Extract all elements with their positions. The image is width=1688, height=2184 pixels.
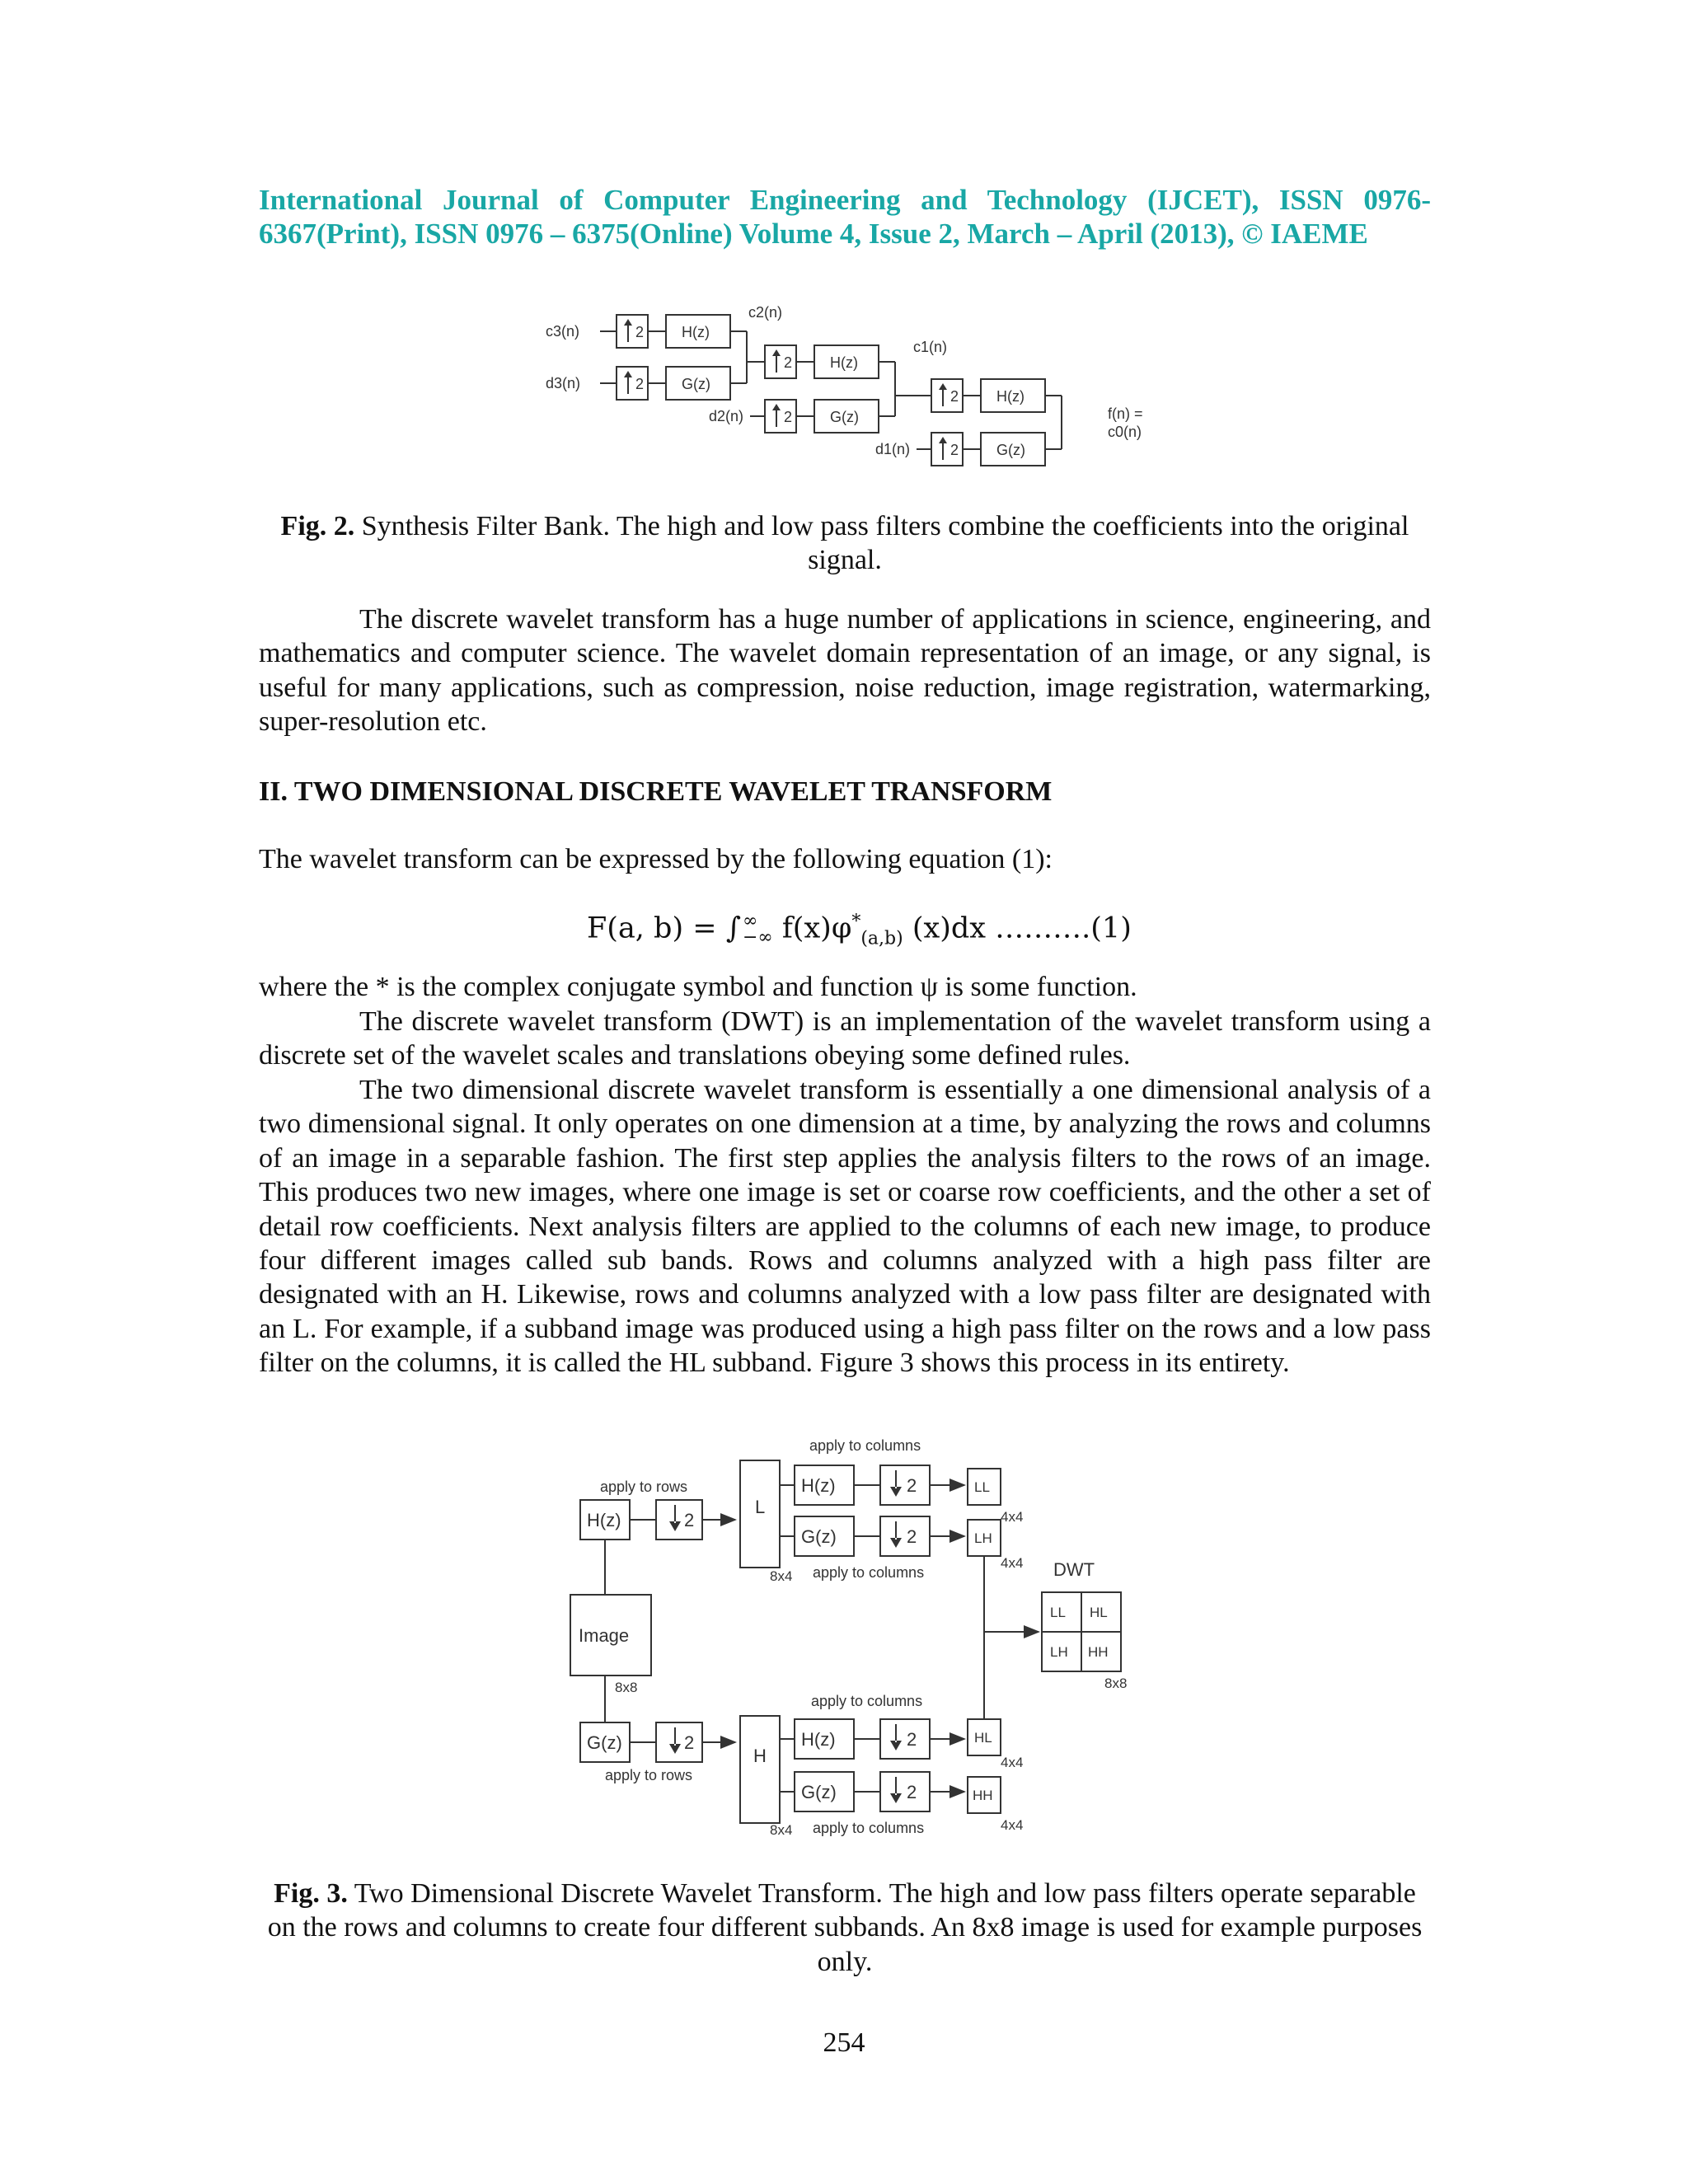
size-label: 4x4 bbox=[1001, 1755, 1024, 1770]
journal-header: International Journal of Computer Engineering and Technology (IJCET), ISSN 0976-6367(Print), ISSN 0976 – 6375(Online) Volume 4, Issue 2, March – April (2013), © IAEME bbox=[259, 184, 1431, 250]
size-label: 4x4 bbox=[1001, 1555, 1024, 1571]
filter-g: G(z) bbox=[996, 442, 1025, 458]
label-apply-to-columns: apply to columns bbox=[813, 1564, 925, 1581]
paragraph-conjugate: where the * is the complex conjugate symbol and function ψ is some function. bbox=[259, 972, 1137, 1002]
subband-lh: LH bbox=[974, 1530, 992, 1546]
filter-h: H(z) bbox=[801, 1729, 836, 1750]
equation-upper-limit: ∞ bbox=[742, 911, 758, 932]
filter-h: H(z) bbox=[801, 1475, 836, 1496]
paragraph-2d-dwt: The two dimensional discrete wavelet transform is essentially a one dimensional analysis of a two dimensional signal. It only operates on one dimension at a time, by analyzing the rows and columns of an image in a separable fashion. The first step applies the analysis filters to the rows of an image. This produces two new images, where one image is set or coarse row coefficients, and the other a set of detail row coefficients. Next analysis filters are applied to the columns of each new image, to produce four different images called sub bands. Rows and columns analyzed with a high pass filter are designated with an H. Likewise, rows and columns analyzed with a low pass filter are designated with an L. For example, if a subband image was produced using a high pass filter on the rows and a low pass filter on the columns, it is called the HL subband. Figure 3 shows this process in its entirety. bbox=[259, 1075, 1431, 1379]
filter-g: G(z) bbox=[830, 409, 859, 425]
downsample-factor: 2 bbox=[907, 1475, 917, 1496]
upsample-factor: 2 bbox=[950, 388, 959, 405]
section-heading: II. TWO DIMENSIONAL DISCRETE WAVELET TRANSFORM bbox=[259, 776, 1053, 807]
label-c3: c3(n) bbox=[546, 323, 580, 340]
figure-2-diagram bbox=[544, 293, 1162, 503]
paragraph-applications: The discrete wavelet transform has a huge number of applications in science, engineering, and mathematics and computer science. The wavelet domain representation of an image, or any signal, is useful for many applications, such as compression, noise reduction, image registration, watermarking, super-resolution etc. bbox=[259, 604, 1431, 738]
equation-star: * bbox=[851, 912, 861, 932]
downsample-factor: 2 bbox=[684, 1732, 695, 1753]
figure-2-caption-text: Synthesis Filter Bank. The high and low pass filters combine the coefficients into the original signal. bbox=[361, 511, 1409, 576]
size-label: 4x4 bbox=[1001, 1509, 1024, 1525]
size-label: 8x8 bbox=[615, 1680, 638, 1695]
figure-2-caption bbox=[259, 509, 1431, 578]
figure-2-synthesis-filter-bank bbox=[544, 293, 1162, 503]
input-image: Image bbox=[579, 1625, 630, 1646]
downsample-factor: 2 bbox=[907, 1526, 917, 1547]
downsample-factor: 2 bbox=[684, 1510, 695, 1530]
equation-lower-limit: −∞ bbox=[742, 927, 773, 949]
upsample-factor: 2 bbox=[635, 324, 645, 340]
filter-g: G(z) bbox=[587, 1732, 622, 1753]
filter-h: H(z) bbox=[682, 324, 710, 340]
filter-g: G(z) bbox=[801, 1782, 837, 1802]
figure-3-2d-dwt bbox=[560, 1426, 1154, 1838]
figure-2-label: Fig. 2. bbox=[280, 511, 355, 541]
upsample-factor: 2 bbox=[635, 376, 645, 392]
upsample-factor: 2 bbox=[784, 354, 793, 371]
figure-3-caption-text: Two Dimensional Discrete Wavelet Transform. The high and low pass filters operate separable on the rows and columns to create four different subbands. An 8x8 image is used for example purposes only. bbox=[267, 1878, 1423, 1977]
dwt-cell-hl: HL bbox=[1090, 1605, 1108, 1620]
label-d2: d2(n) bbox=[709, 408, 744, 424]
label-c0: c0(n) bbox=[1108, 424, 1142, 440]
subband-ll: LL bbox=[974, 1479, 990, 1495]
downsample-factor: 2 bbox=[907, 1729, 917, 1750]
label-d1: d1(n) bbox=[875, 441, 911, 457]
page-number: 254 bbox=[823, 2027, 865, 2058]
label-apply-to-columns: apply to columns bbox=[809, 1437, 921, 1454]
size-label: 8x8 bbox=[1104, 1675, 1128, 1691]
dwt-label: DWT bbox=[1053, 1559, 1095, 1580]
label-apply-to-rows: apply to rows bbox=[605, 1767, 693, 1783]
filter-h: H(z) bbox=[830, 354, 858, 371]
row-lowpass-image: L bbox=[755, 1497, 766, 1517]
label-apply-to-columns: apply to columns bbox=[811, 1693, 923, 1709]
dwt-cell-hh: HH bbox=[1088, 1644, 1109, 1660]
filter-g: G(z) bbox=[682, 376, 710, 392]
filter-g: G(z) bbox=[801, 1526, 837, 1547]
equation-1 bbox=[587, 904, 1132, 958]
filter-h: H(z) bbox=[587, 1510, 621, 1530]
equation-subscript: (a,b) bbox=[860, 928, 903, 949]
label-c1: c1(n) bbox=[913, 339, 948, 355]
figure-3-label: Fig. 3. bbox=[274, 1878, 348, 1909]
dwt-cell-lh: LH bbox=[1050, 1644, 1068, 1660]
equation-lhs: F(a, b) = ∫ bbox=[587, 912, 741, 945]
label-d3: d3(n) bbox=[546, 375, 581, 391]
upsample-factor: 2 bbox=[950, 442, 959, 458]
size-label: 4x4 bbox=[1001, 1817, 1024, 1833]
subband-hl: HL bbox=[974, 1730, 992, 1746]
label-output: f(n) = bbox=[1108, 405, 1143, 422]
figure-3-caption bbox=[259, 1877, 1431, 1979]
equation-body: f(x)φ bbox=[772, 912, 852, 945]
downsample-factor: 2 bbox=[907, 1782, 917, 1802]
label-apply-to-rows: apply to rows bbox=[600, 1479, 688, 1495]
size-label: 8x4 bbox=[770, 1822, 793, 1838]
row-highpass-image: H bbox=[753, 1746, 767, 1766]
label-apply-to-columns: apply to columns bbox=[813, 1820, 925, 1836]
paragraph-equation-intro: The wavelet transform can be expressed by the following equation (1): bbox=[259, 844, 1053, 874]
label-c2: c2(n) bbox=[748, 304, 783, 321]
subband-hh: HH bbox=[973, 1788, 993, 1803]
filter-h: H(z) bbox=[996, 388, 1025, 405]
size-label: 8x4 bbox=[770, 1568, 793, 1584]
paragraph-dwt: The discrete wavelet transform (DWT) is an implementation of the wavelet transform using a discrete set of the wavelet scales and translations obeying some defined rules. bbox=[259, 1006, 1431, 1071]
equation-rest: (x)dx ……….(1) bbox=[903, 912, 1132, 945]
dwt-cell-ll: LL bbox=[1050, 1605, 1066, 1620]
upsample-arrows bbox=[624, 319, 947, 460]
figure-3-diagram bbox=[560, 1426, 1154, 1838]
upsample-factor: 2 bbox=[784, 409, 793, 425]
